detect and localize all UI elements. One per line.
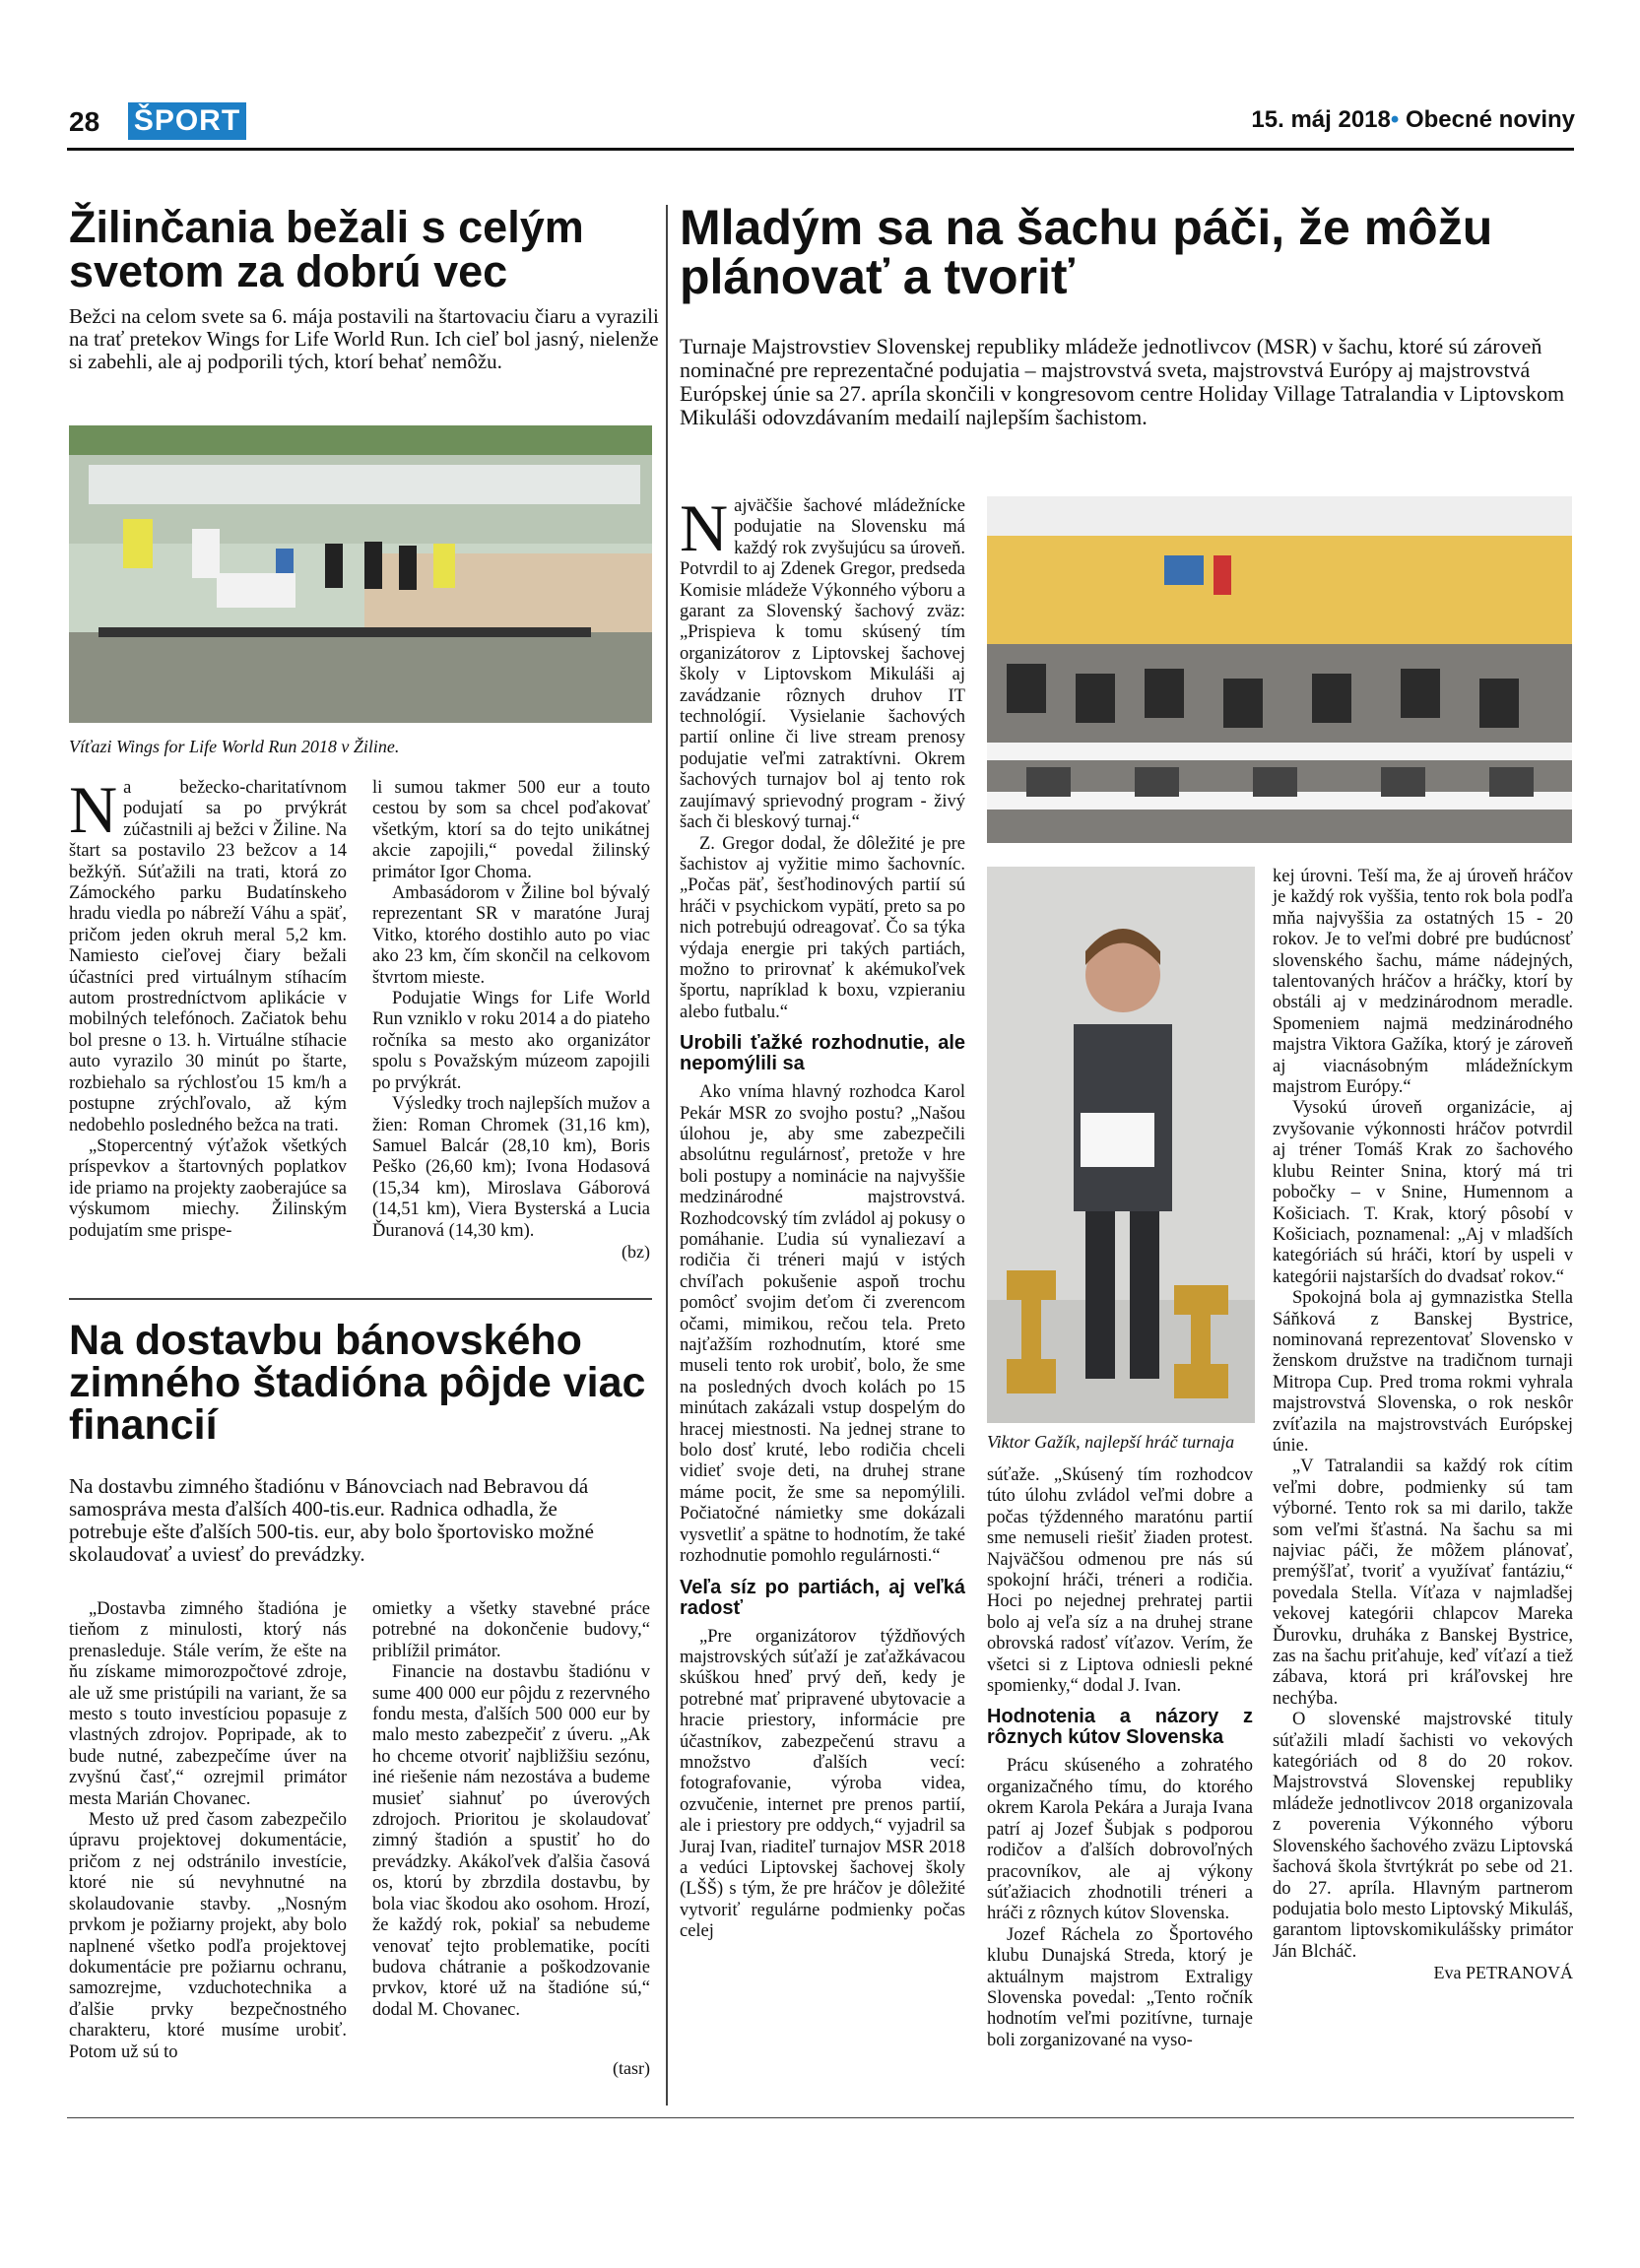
article1-signature: (bz) [622, 1241, 650, 1262]
article3-subheading: Urobili ťažké rozhodnutie, ale nepomýlili sa [680, 1032, 965, 1075]
article2-title: Na dostavbu bánovského zimného štadióna pôjde viac financií [69, 1317, 646, 1449]
separator-dot: • [1390, 106, 1400, 133]
chess-hall-photo [987, 496, 1572, 843]
article3-paragraph: Prácu skúseného a zohratého organizačného tímu, do ktorého okrem Karola Pekára a Juraja Ivana patrí aj Jozef Šubjak s podporou rodičov a ďalších dobrovoľných pracovníkov, ale aj výkony súťažiacich zhodnotili tréneri a hráči z rôznych kútov Slovenska. [987, 1756, 1253, 1924]
column-divider [666, 205, 668, 2106]
article3-photo-hall [987, 496, 1572, 843]
article1-title: Žilinčania bežali s celým svetom za dobrú vec [69, 202, 584, 296]
article2-paragraph: „Dostavba zimného štadióna je tieňom z minulosti, ktorý nás prenasleduje. Stále verím, že ešte na ňu získame mimorozpočtové zdroje, ale už sme pristúpili na variant, že sa mesto s touto investíciou popasuje z vlastných zdrojov. Popripade, ak to bude nutné, zabezpečíme úver na zvyšnú časť,“ ozrejmil primátor mesta Marián Chovanec. [69, 1599, 347, 1809]
publication-name: Obecné noviny [1405, 106, 1575, 133]
article1-caption: Víťazi Wings for Life World Run 2018 v Žiline. [69, 737, 400, 756]
article1-column1 [69, 772, 347, 1242]
page-number: 28 [69, 106, 100, 137]
article3-paragraph: „V Tatralandii sa každý rok cítim veľmi dobre, podmienky sú tam výborné. Tento rok sa mi darilo, takže som veľmi šťastná. Na šachu sa mi najviac páči, že môžem plánovať, premýšľať, tvoriť a využívať fantáziu,“ povedala Stella. Víťaza v najmladšej vekovej kategórii chlapcov Mareka Ďurovku, druháka z Banskej Bystrice, zas na šachu priťahuje, keď víťazí a tiež zábava, ktorá pri kráľovskej hre nechýba. [1273, 1457, 1573, 1709]
article1-paragraph: a bežecko-charitatívnom podujatí sa po prvýkrát zúčastnili aj bežci v Žiline. Na štart sa postavilo 23 bežcov a 14 bežkýň. Súťažili na trati, ktorá zo Zámockého parku Budatínskeho hradu viedla po nábreží Váhu a späť, pričom jeden okruh meral 5,2 km. Namiesto cieľovej čiary bežali účastníci pred virtuálnym stíhacím autom prostredníctvom aplikácie v mobilných telefónoch. Začiatok behu bol presne o 13. h. Virtuálne stíhacie auto vyrazilo 30 minút po štarte, rozbiehalo sa rýchlosťou 15 km/h a postupne zrýchľovalo, až kým nedobehlo posledného bežca na trati. [69, 778, 347, 1135]
article1-paragraph: Ambasádorom v Žiline bol bývalý reprezentant SR v maratóne Juraj Vitko, ktorého dostihlo auto po viac ako 23 km, čím skončil na celkovom štvrtom mieste. [372, 883, 650, 988]
article3-paragraph: ajväčšie šachové mládežnícke podujatie na Slovensku má každý rok zvyšujúcu sa úroveň. Potvrdil to aj Zdenek Gregor, predseda Komisie mládeže Výkonného výboru a garant za Slovenský šachový zväz: „Prispieva k tomu skúsený tím organizátorov z Liptovskej šachovej školy v Liptovskom Mikuláši aj zavádzanie rôznych druhov IT technológií. Vysielanie šachových partií online či live stream prenosy podujatie veľmi zatraktívni. Okrem šachových turnajov bol aj tento rok zaujímavý sprievodný program - živý šach či bleskový turnaj.“ [680, 496, 965, 833]
chess-player-photo [987, 867, 1255, 1423]
article2-column2 [372, 1599, 650, 2021]
article1-photo [69, 425, 652, 723]
article3-paragraph: „Pre organizátorov týždňových majstrovských súťaží je zaťažkávacou skúškou hneď prvý deň, kedy je potrebné mať pripravené ubytovacie a hracie priestory, informácie pre účastníkov, zabezpečenú stravu a množstvo ďalších vecí: fotografovanie, výroba videa, ozvučenie, internet pre prenos partií, ale i priestory pre oddych,“ vyjadril sa Juraj Ivan, riaditeľ turnajov MSR 2018 a vedúci Liptovskej šachovej školy (LŠŠ) s tým, že pre hráčov je dôležité vytvoriť regulárne podmienky počas celej [680, 1626, 965, 1942]
drop-cap: N [680, 490, 729, 565]
article3-paragraph: O slovenské majstrovské tituly súťažili mladí šachisti vo vekových kategóriách od 8 do 20 rokov. Majstrovstvá Slovenskej republiky mládeže jednotlivcov 2018 organizovala z poverenia Výkonného výboru Slovenského šachového zväzu Liptovská šachová škola štvrtýkrát po sebe od 21. do 27. apríla. Hlavným partnerom podujatia bolo mesto Liptovský Mikuláš, garantom liptovskomikulášsky primátor Ján Blcháč. [1273, 1710, 1573, 1962]
drop-cap: N [69, 772, 118, 847]
article3-paragraph: súťaže. „Skúsený tím rozhodcov túto úlohu zvládol veľmi dobre a počas týždenného maratónu partií sme nemuseli riešiť žiaden protest. Najväčšou odmenou pre nás sú spokojní hráči, tréneri a rodičia. Hoci po nejednej prehratej partii bolo aj veľa síz a na druhej strane obrovská radosť víťazov. Verím, že všetci si z Liptova odniesli pekné spomienky,“ dodal J. Ivan. [987, 1465, 1253, 1697]
article3-caption: Viktor Gažík, najlepší hráč turnaja [987, 1432, 1235, 1452]
article3-subheading: Veľa síz po partiách, aj veľká radosť [680, 1576, 965, 1619]
article3-paragraph: Ako vníma hlavný rozhodca Karol Pekár MSR zo svojho postu? „Našou úlohou je, aby sme zabezpečili absolútnu regulárnosť, pretože v hre boli postupy a nominácie na najvyššie medzinárodné majstrovstvá. Rozhodcovský tím zvládol aj pokusy o pomáhanie. Ľudia sú vynaliezaví a rodičia či tréneri majú v istých chvíľach pokušenie aspoň trochu pomôcť svojim deťom či zverencom očami, mimikou, rečou tela. Preto najťažším rozhodnutím, ktoré sme museli tento rok urobiť, bolo, že sme na posledných dvoch kolách po 15 minútach zakázali vstup dospelým do hracej miestnosti. Na jednej strane to bolo dosť kruté, lebo rodičia chceli vidieť svoje deti, na druhej strane máme pocit, že sme sa nepomýlili. Počiatočné námietky sme dokázali vysvetliť a spätne to hodnotím, že také rozhodnutie pomohlo regulárnosti.“ [680, 1082, 965, 1567]
article3-photo-player [987, 867, 1255, 1423]
masthead-right [1251, 106, 1575, 134]
article3-column2 [987, 1465, 1253, 2051]
article-divider [69, 1298, 652, 1300]
article2-paragraph: Mesto už pred časom zabezpečilo úpravu projektovej dokumentácie, pričom z nej odstránilo investície, ktoré nie sú nevyhnutné na skolaudovanie stavby. „Nosným prvkom je požiarny projekt, aby bolo naplnené všetko podľa projektovej dokumentácie pre požiarnu ochranu, samozrejme, vzduchotechnika a ďalšie prvky bezpečnostného charakteru, ktoré musíme urobiť. Potom už sú to [69, 1810, 347, 2062]
article2-signature: (tasr) [613, 2058, 650, 2078]
article1-paragraph: Podujatie Wings for Life World Run vzniklo v roku 2014 a do piateho ročníka sa mesto ako organizátor spolu s Považským múzeom zapojili po prvýkrát. [372, 989, 650, 1093]
article3-signature: Eva PETRANOVÁ [1433, 1963, 1573, 1983]
article1-paragraph: li sumou takmer 500 eur a touto cestou by som sa chcel poďakovať všetkým, ktorí sa do tejto unikátnej akcie zapojili,“ povedal žilinský primátor Igor Choma. [372, 778, 650, 882]
article3-paragraph: Z. Gregor dodal, že dôležité je pre šachistov aj vyžitie mimo šachovníc. „Počas päť, šesťhodinových partií sú hráči v psychickom vypätí, preto sa po nich potrebujú odreagovať. Čo sa týka výdaja energie pri takých partiách, možno to prirovnať k akémukoľvek športu, napríklad k boxu, vzpieraniu alebo futbalu.“ [680, 833, 965, 1022]
article3-paragraph: Jozef Ráchela zo Športového klubu Dunajská Streda, ktorý je aktuálnym majstrom Extraligy Slovenska povedal: „Tento ročník hodnotím veľmi pozitívne, turnaje boli zorganizované na vyso- [987, 1924, 1253, 2050]
article1-column2 [372, 778, 650, 1263]
runners-photo [69, 425, 652, 723]
article3-paragraph: Spokojná bola aj gymnazistka Stella Sáňková z Banskej Bystrice, nominovaná reprezentovať Slovensko v ženskom družstve na tradičnom turnaji Mitropa Cup. Pred troma rokmi vyhrala majstrovstvá Slovenska, o rok neskôr zvíťazila na majstrovstvách Európskej únie. [1273, 1288, 1573, 1456]
article1-paragraph: „Stopercentný výťažok všetkých príspevkov a štartovných poplatkov ide priamo na projekty zaoberajúce sa výskumom miechy. Žilinským podujatím sme prispe- [69, 1135, 347, 1241]
article3-column1 [680, 490, 965, 1943]
article3-lead: Turnaje Majstrovstiev Slovenskej republiky mládeže jednotlivcov (MSR) v šachu, ktoré sú zároveň nominačné pre reprezentačné podujatia – majstrovstvá sveta, majstrovstvá Európy aj majstrovstvá Európskej únie sa 27. apríla skončili v kongresovom centre Holiday Village Tatralandia v Liptovskom Mikuláši odovzdávaním medailí najlepším šachistom. [680, 334, 1565, 429]
article1-lead: Bežci na celom svete sa 6. mája postavili na štartovaciu čiaru a vyrazili na trať pretekov Wings for Life World Run. Ich cieľ bol jasný, nielenže si zabehli, ale aj podporili tých, ktorí behať nemôžu. [69, 304, 659, 373]
article2-lead: Na dostavbu zimného štadiónu v Bánovciach nad Bebravou dá samospráva mesta ďalších 400-tis.eur. Radnica odhadla, že potrebuje ešte ďalších 500-tis. eur, aby bolo športovisko možné skolaudovať a uviesť do prevádzky. [69, 1474, 594, 1566]
article2-paragraph: omietky a všetky stavebné práce potrebné na dokončenie budovy,“ priblížil primátor. [372, 1599, 650, 1661]
article3-title: Mladým sa na šachu páči, že môžu plánovať a tvoriť [680, 200, 1493, 304]
article3-column3 [1273, 867, 1573, 1984]
article3-subheading: Hodnotenia a názory z rôznych kútov Slovenska [987, 1706, 1253, 1749]
article3-paragraph: kej úrovni. Teší ma, že aj úroveň hráčov je každý rok vyššia, tento rok bola podľa mňa najvyššia za ostatných 15 - 20 rokov. Je to veľmi dobré pre budúcnosť slovenského šachu, máme nádejných, talentovaných hráčov a hráčky, ktorí by obstáli aj v medzinárodnom meradle. Spomeniem najmä medzinárodného majstra Viktora Gažíka, ktorý je zároveň aj viacnásobným mládežníckym majstrom Európy.“ [1273, 867, 1573, 1098]
section-label: ŠPORT [128, 102, 246, 140]
footer-rule [67, 2117, 1574, 2118]
issue-date: 15. máj 2018 [1251, 106, 1391, 133]
header-rule [67, 148, 1574, 151]
article2-column1 [69, 1599, 347, 2063]
article1-paragraph: Výsledky troch najlepších mužov a žien: Roman Chromek (31,16 km), Samuel Balcár (28,10 km), Boris Peško (26,60 km); Ivona Hodasová (15,34 km), Miroslava Gáborová (14,51 km), Viera Bysterská a Lucia Ďuranová (14,30 km). [372, 1094, 650, 1241]
article2-paragraph: Financie na dostavbu štadiónu v sume 400 000 eur pôjdu z rezervného fondu mesta, ďalších 500 000 eur by malo mesto zabezpečiť z úveru. „Ak ho chceme otvoriť najbližšiu sezónu, iné riešenie nám nezostáva a budeme musieť siahnuť po úverových zdrojoch. Prioritou je skolaudovať zimný štadión a spustiť ho do prevádzky. Akákoľvek ďalšia časová os, ktorú by zbrzdila dostavbu, by bola viac škodou ako osohom. Hrozí, že každý rok, pokiaľ sa nebudeme venovať tejto problematike, pocíti budova chátranie a poškodzovanie prvkov, ktoré už na štadióne sú,“ dodal M. Chovanec. [372, 1662, 650, 2020]
article3-paragraph: Vysokú úroveň organizácie, aj zvyšovanie výkonnosti hráčov potvrdil aj tréner Tomáš Krak zo šachového klubu Reinter Snina, ktorý má tri pobočky – v Snine, Humennom a Košiciach. T. Krak, ktorý pôsobí v Košiciach, poznamenal: „Aj v mladších kategóriách sú hráči, ktorí by uspeli v kategórii najstarších do dvadsať rokov.“ [1273, 1098, 1573, 1287]
